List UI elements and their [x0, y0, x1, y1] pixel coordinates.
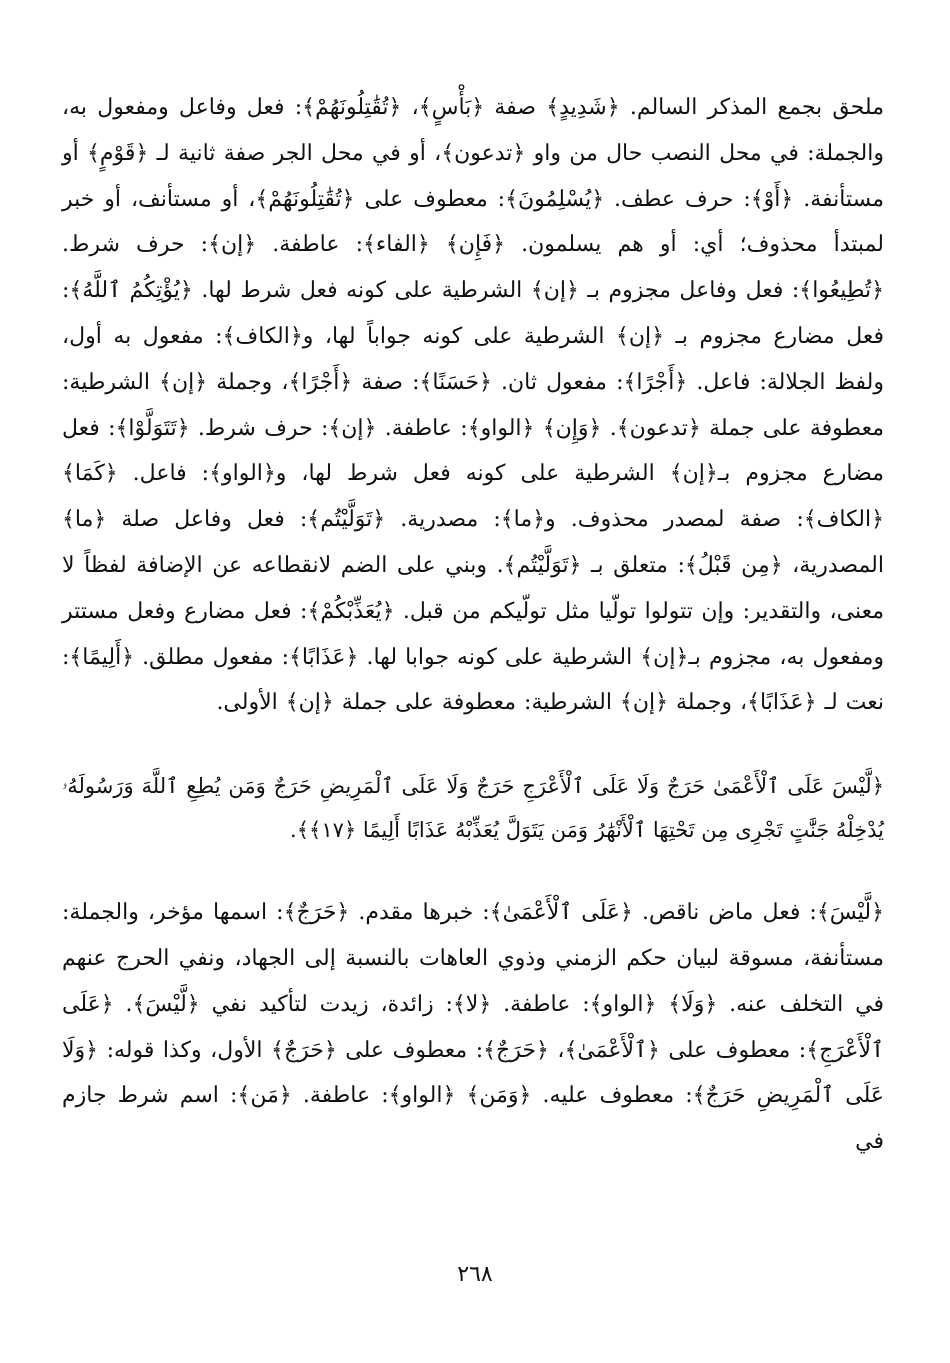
commentary-paragraph-2: ﴿لَّيْسَ﴾: فعل ماض ناقص. ﴿عَلَى ٱلْأَعْمَىٰ﴾: خبرها مقدم. ﴿حَرَجٌ﴾: اسمها مؤخر، والجملة: مستأنفة، مسوقة لبيان حكم الزمني وذوي العاهات بالنسبة إلى الجهاد، ونفي الحرج عنهم في التخلف عنه. ﴿وَلَا﴾ ﴿الواو﴾: عاطفة. ﴿لا﴾: زائدة، زيدت لتأكيد نفي ﴿لَّيْسَ﴾. ﴿عَلَى ٱلْأَعْرَجِ﴾: معطوف على ﴿ٱلْأَعْمَىٰ﴾، ﴿حَرَجٌ﴾: معطوف على ﴿حَرَجٌ﴾ الأول، وكذا قوله: ﴿وَلَا عَلَى ٱلْمَرِيضِ حَرَجٌ﴾: معطوف عليه. ﴿وَمَن﴾ ﴿الواو﴾: عاطفة. ﴿مَن﴾: اسم شرط جازم في	[62, 900, 884, 1155]
page-number: ٢٦٨	[457, 1262, 493, 1287]
spacer	[62, 726, 884, 764]
page-body	[62, 85, 884, 1345]
spacer	[62, 852, 884, 890]
quran-verse: ﴿لَّيْسَ عَلَى ٱلْأَعْمَىٰ حَرَجٌ وَلَا عَلَى ٱلْأَعْرَجِ حَرَجٌ وَلَا عَلَى ٱلْمَرِيضِ حَرَجٌ وَمَن يُطِعِ ٱللَّهَ وَرَسُولَهُۥ يُدْخِلْهُ جَنَّٰتٍ تَجْرِى مِن تَحْتِهَا ٱلْأَنْهَٰرُ وَمَن يَتَوَلَّ يُعَذِّبْهُ عَذَابًا أَلِيمًا ﴿١٧﴾﴾.	[62, 774, 884, 843]
commentary-paragraph-1: ملحق بجمع المذكر السالم. ﴿شَدِيدٍ﴾ صفة ﴿بَأْسٍ﴾، ﴿تُقَٰتِلُونَهُمْ﴾: فعل وفاعل ومفعول به، والجملة: في محل النصب حال من واو ﴿تدعون﴾، أو في محل الجر صفة ثانية لـ ﴿قَوْمٍ﴾ أو مستأنفة. ﴿أَوْ﴾: حرف عطف. ﴿يُسْلِمُونَ﴾: معطوف على ﴿تُقَٰتِلُونَهُمْ﴾، أو مستأنف، أو خبر لمبتدأ محذوف؛ أي: أو هم يسلمون. ﴿فَإِن﴾ ﴿الفاء﴾: عاطفة. ﴿إن﴾: حرف شرط. ﴿تُطِيعُوا﴾: فعل وفاعل مجزوم بـ ﴿إن﴾ الشرطية على كونه فعل شرط لها. ﴿يُؤْتِكُمُ ٱللَّهُ﴾: فعل مضارع مجزوم بـ ﴿إن﴾ الشرطية على كونه جواباً لها، و﴿الكاف﴾: مفعول به أول، ولفظ الجلالة: فاعل. ﴿أَجْرًا﴾: مفعول ثان. ﴿حَسَنًا﴾: صفة ﴿أَجْرًا﴾، وجملة ﴿إن﴾ الشرطية: معطوفة على جملة ﴿تدعون﴾. ﴿وَإِن﴾ ﴿الواو﴾: عاطفة. ﴿إن﴾: حرف شرط. ﴿تَتَوَلَّوْا﴾: فعل مضارع مجزوم بـ﴿إن﴾ الشرطية على كونه فعل شرط لها، و﴿الواو﴾: فاعل. ﴿كَمَا﴾ ﴿الكاف﴾: صفة لمصدر محذوف. و﴿ما﴾: مصدرية. ﴿تَوَلَّيْتُم﴾: فعل وفاعل صلة ﴿ما﴾ المصدرية، ﴿مِن قَبْلُ﴾: متعلق بـ ﴿تَوَلَّيْتُم﴾. وبني على الضم لانقطاعه عن الإضافة لفظاً لا معنى، والتقدير: وإن تتولوا تولّيا مثل تولّيكم من قبل. ﴿يُعَذِّبْكُمْ﴾: فعل مضارع وفعل مستتر ومفعول به، مجزوم بـ﴿إن﴾ الشرطية على كونه جوابا لها. ﴿عَذَابًا﴾: مفعول مطلق. ﴿أَلِيمًا﴾: نعت لـ ﴿عَذَابًا﴾، وجملة ﴿إن﴾ الشرطية: معطوفة على جملة ﴿إن﴾ الأولى.	[62, 95, 884, 716]
